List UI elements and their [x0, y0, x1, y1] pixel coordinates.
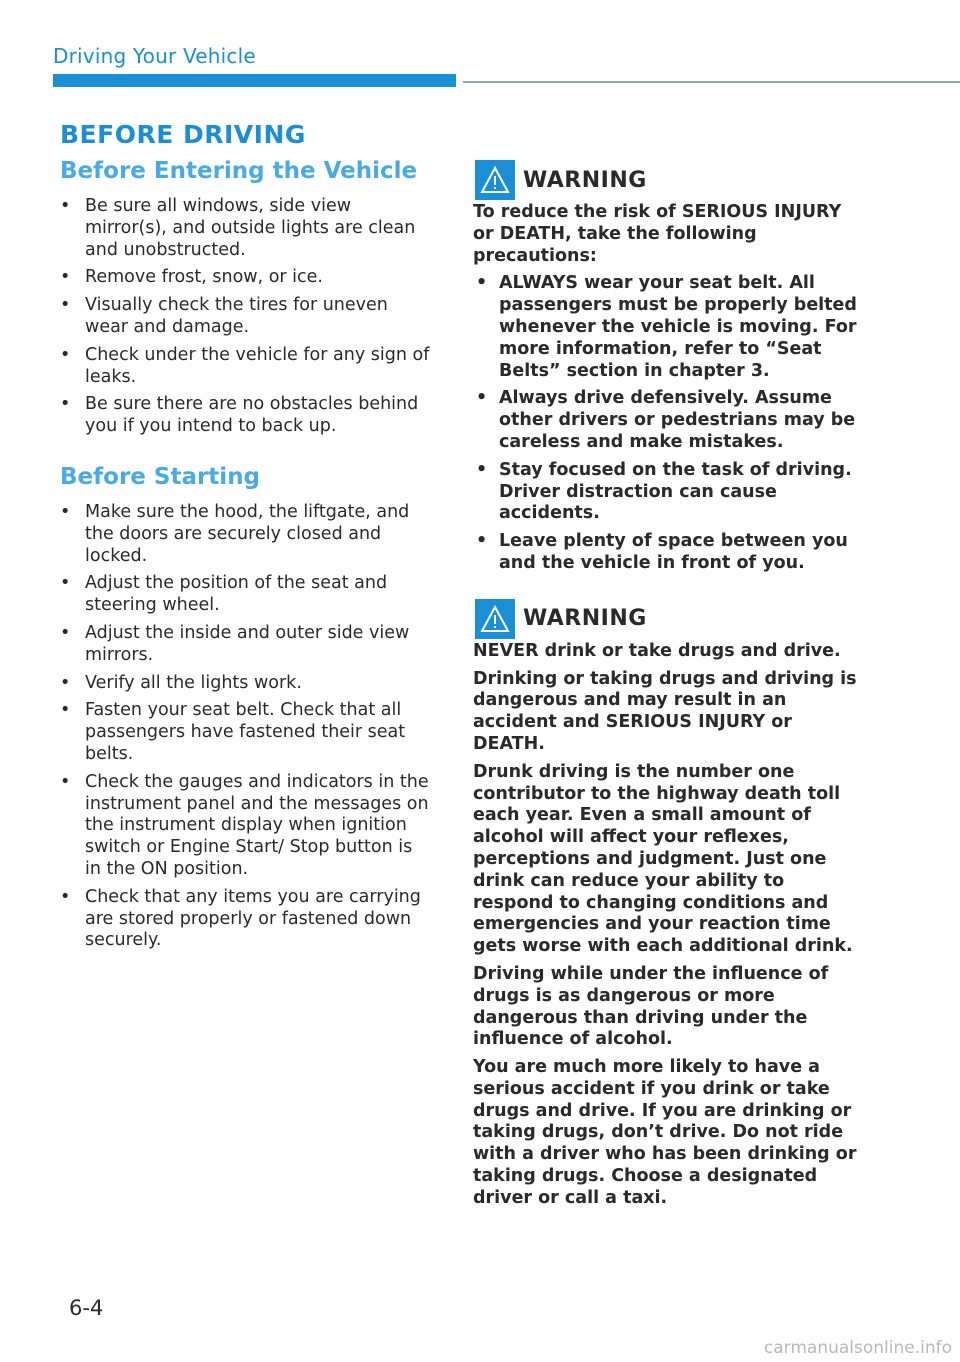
before-entering-title: Before Entering the Vehicle	[60, 158, 418, 184]
list-item: • Verify all the lights work.	[60, 673, 432, 695]
watermark: carmanualsonline.info	[763, 1338, 952, 1358]
list-item: • ALWAYS wear your seat belt. All passengers must be properly belted whenever the vehicle is moving. For more information, refer to “Seat Belts” section in chapter 3.	[473, 273, 858, 382]
chapter-title: Driving Your Vehicle	[53, 44, 256, 68]
warning-paragraph: Drinking or taking drugs and driving is dangerous and may result in an accident and SERIOUS INJURY or DEATH.	[473, 668, 857, 754]
left-column	[60, 158, 432, 958]
warning-intro: To reduce the risk of SERIOUS INJURY or DEATH, take the following precautions:	[473, 202, 842, 266]
before-entering-list	[60, 196, 432, 438]
warning-paragraph: Drunk driving is the number one contributor to the highway death toll each year. Even a small amount of alcohol will affect your reflexes, perceptions and judgment. Just one drink can reduce your ability to respond to changing conditions and emergencies and your reaction time gets worse with each additional drink.	[473, 761, 853, 957]
list-item: • Remove frost, snow, or ice.	[60, 267, 432, 289]
warning-label: WARNING	[523, 606, 647, 632]
warning-header	[473, 599, 858, 639]
warning-paragraph: You are much more likely to have a serious accident if you drink or take drugs and drive. If you are drinking or taking drugs, don’t drive. Do not ride with a driver who has been drinking or taking drugs. Choose a designated driver or call a taxi.	[473, 1057, 857, 1208]
list-item: • Leave plenty of space between you and the vehicle in front of you.	[473, 531, 858, 575]
list-item: • Check that any items you are carrying are stored properly or fastened down securely.	[60, 887, 432, 952]
before-starting-title: Before Starting	[60, 463, 261, 490]
warning-paragraph: NEVER drink or take drugs and drive.	[473, 640, 841, 661]
warning-paragraph: Driving while under the influence of drugs is as dangerous or more dangerous than driving under the influence of alcohol.	[473, 963, 829, 1050]
page-number: 6-4	[69, 1296, 104, 1320]
list-item: • Stay focused on the task of driving. Driver distraction can cause accidents.	[473, 460, 858, 525]
warning-box-seatbelt	[473, 160, 858, 575]
list-item: • Check the gauges and indicators in the instrument panel and the messages on the instrument display when ignition switch or Engine Start/ Stop button is in the ON position.	[60, 772, 432, 881]
right-column	[473, 160, 858, 1216]
warning-list	[473, 273, 858, 574]
list-item: • Adjust the inside and outer side view mirrors.	[60, 623, 432, 667]
warning-triangle-icon	[475, 599, 515, 639]
header-accent-bar	[53, 74, 456, 87]
list-item: • Be sure all windows, side view mirror(s), and outside lights are clean and unobstructed.	[60, 196, 432, 261]
list-item: • Always drive defensively. Assume other drivers or pedestrians may be careless and make mistakes.	[473, 388, 858, 453]
list-item: • Visually check the tires for uneven wear and damage.	[60, 295, 432, 339]
list-item: • Fasten your seat belt. Check that all passengers have fastened their seat belts.	[60, 700, 432, 765]
warning-triangle-icon	[475, 160, 515, 200]
list-item: • Adjust the position of the seat and steering wheel.	[60, 573, 432, 617]
before-starting-list	[60, 502, 432, 952]
header-rule	[463, 81, 960, 83]
warning-box-drinking	[473, 599, 858, 1210]
list-item: • Be sure there are no obstacles behind you if you intend to back up.	[60, 394, 432, 438]
warning-header	[473, 160, 858, 200]
list-item: • Check under the vehicle for any sign of leaks.	[60, 345, 432, 389]
warning-label: WARNING	[523, 167, 647, 193]
section-title: BEFORE DRIVING	[60, 120, 306, 149]
list-item: • Make sure the hood, the liftgate, and the doors are securely closed and locked.	[60, 502, 432, 567]
